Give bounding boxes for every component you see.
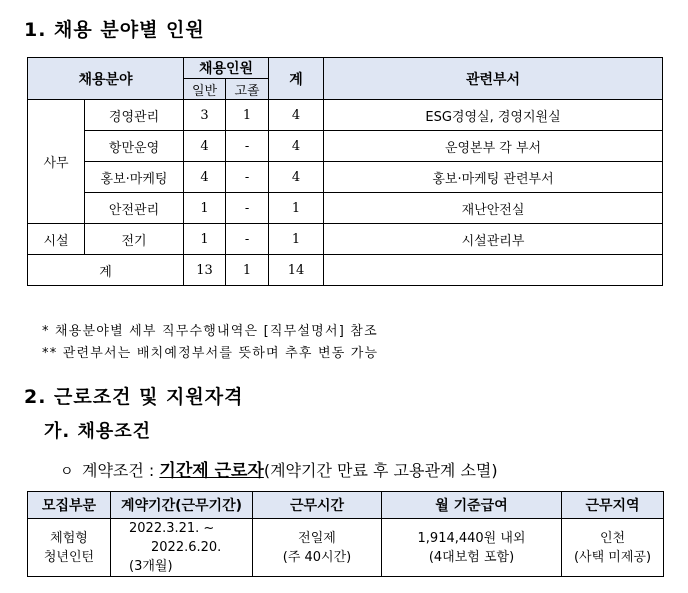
header-hours: 근무시간	[253, 492, 382, 519]
highschool-cell: -	[226, 131, 269, 162]
total-cell: 4	[269, 100, 324, 131]
table-row	[28, 131, 663, 162]
recruitment-by-field-table	[27, 57, 663, 286]
hours-line-1: 전일제	[298, 530, 336, 546]
highschool-cell: 1	[226, 100, 269, 131]
header-dept: 관련부서	[324, 58, 663, 100]
header-general: 일반	[184, 79, 226, 100]
footnote-2: ** 관련부서는 배치예정부서를 뜻하며 추후 변동 가능	[42, 346, 379, 361]
general-cell: 4	[184, 131, 226, 162]
general-cell: 1	[184, 224, 226, 255]
sum-highschool: 1	[226, 255, 269, 286]
period-start: 2022.3.21. ~	[129, 521, 215, 536]
sum-dept	[324, 255, 663, 286]
hours-cell	[253, 519, 382, 577]
header-field: 채용분야	[28, 58, 184, 100]
total-cell: 4	[269, 162, 324, 193]
salary-line-2: (4대보험 포함)	[428, 549, 515, 565]
salary-line-1: 1,914,440원 내외	[417, 530, 526, 546]
group-office: 사무	[28, 100, 85, 224]
field-cell: 항만운영	[85, 131, 184, 162]
division-line-1: 체험형	[50, 530, 88, 546]
condition-label: 계약조건 :	[82, 461, 160, 480]
dept-cell: 운영본부 각 부서	[324, 131, 663, 162]
dept-cell: ESG경영실, 경영지원실	[324, 100, 663, 131]
section-2-title: 2. 근로조건 및 지원자격	[24, 386, 244, 408]
region-line-1: 인천	[599, 530, 626, 546]
contract-condition	[60, 456, 498, 481]
table-sum-row	[28, 255, 663, 286]
general-cell: 3	[184, 100, 226, 131]
dept-cell: 재난안전실	[324, 193, 663, 224]
region-line-2: (사택 미제공)	[573, 549, 652, 565]
region-cell	[562, 519, 664, 577]
period-cell	[111, 519, 253, 577]
table-row	[28, 193, 663, 224]
salary-cell	[382, 519, 562, 577]
condition-detail: (계약기간 만료 후 고용관계 소멸)	[263, 461, 498, 480]
general-cell: 1	[184, 193, 226, 224]
general-cell: 4	[184, 162, 226, 193]
sum-general: 13	[184, 255, 226, 286]
period-duration: (3개월)	[129, 559, 173, 574]
sum-label: 계	[28, 255, 184, 286]
condition-emphasis: 기간제 근로자	[159, 461, 264, 481]
total-cell: 4	[269, 131, 324, 162]
header-salary: 월 기준급여	[382, 492, 562, 519]
field-cell: 안전관리	[85, 193, 184, 224]
field-cell: 전기	[85, 224, 184, 255]
table-row	[28, 519, 664, 577]
period-end: 2022.6.20.	[151, 540, 222, 555]
table-row	[28, 162, 663, 193]
header-region: 근무지역	[562, 492, 664, 519]
group-facility: 시설	[28, 224, 85, 255]
table-row	[28, 100, 663, 131]
bullet-icon: ㅇ	[60, 464, 74, 480]
hours-line-2: (주 40시간)	[282, 549, 352, 565]
division-line-2: 청년인턴	[43, 549, 95, 565]
header-headcount: 채용인원	[184, 58, 269, 79]
field-cell: 홍보·마케팅	[85, 162, 184, 193]
section-1-title: 1. 채용 분야별 인원	[24, 19, 205, 41]
highschool-cell: -	[226, 162, 269, 193]
highschool-cell: -	[226, 193, 269, 224]
total-cell: 1	[269, 224, 324, 255]
highschool-cell: -	[226, 224, 269, 255]
dept-cell: 홍보·마케팅 관련부서	[324, 162, 663, 193]
sum-total: 14	[269, 255, 324, 286]
employment-conditions-table	[27, 491, 664, 577]
header-total: 계	[269, 58, 324, 100]
division-cell	[28, 519, 111, 577]
dept-cell: 시설관리부	[324, 224, 663, 255]
header-period: 계약기간(근무기간)	[111, 492, 253, 519]
field-cell: 경영관리	[85, 100, 184, 131]
header-division: 모집부문	[28, 492, 111, 519]
section-2-subtitle: 가. 채용조건	[44, 421, 152, 442]
header-highschool: 고졸	[226, 79, 269, 100]
footnote-1: * 채용분야별 세부 직무수행내역은 [직무설명서] 참조	[42, 324, 378, 339]
table-row	[28, 224, 663, 255]
total-cell: 1	[269, 193, 324, 224]
